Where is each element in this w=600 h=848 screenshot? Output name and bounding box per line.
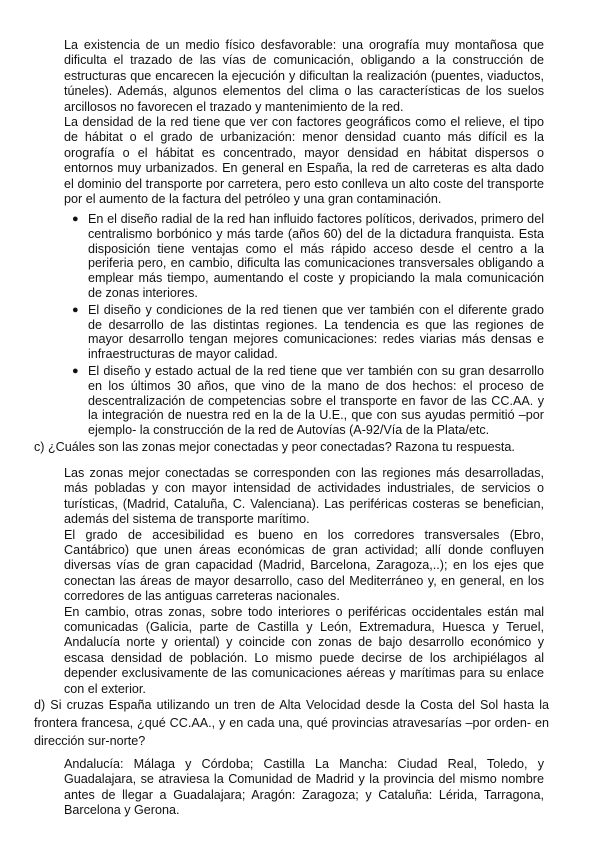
bullet-icon: ● — [72, 303, 79, 316]
factors-bullet-list — [72, 212, 544, 440]
bullet-text: El diseño y condiciones de la red tienen que ver también con el diferente grado de desarrollo de las distintas regiones. La tendencia es que las regiones de mayor desarrollo tengan mejores comunicaciones: redes viarias más densas e infraestructuras de mayor calidad. — [88, 302, 544, 362]
bullet-icon: ● — [72, 213, 79, 225]
answer-d: Andalucía: Málaga y Córdoba; Castilla La Mancha: Ciudad Real, Toledo, y Guadalajara, se atraviesa la Comunidad de Madrid y la provincia del mismo nombre antes de llegar a Guadalajara; Aragón: Zaragoza; y Cataluña: Lérida, Tarragona, Barcelona y Gerona. — [64, 757, 544, 818]
paragraph-best-connected: Las zonas mejor conectadas se corresponden con las regiones más desarrolladas, más pobladas y con mayor intensidad de actividades industriales, de servicios o turísticas, (Madrid, Cataluña, C. Valenciana). Las periféricas costeras se benefician, además del sistema de transporte marítimo. — [64, 466, 544, 527]
list-item — [72, 212, 544, 301]
paragraph-network-density: La densidad de la red tiene que ver con factores geográficos como el relieve, el tipo de hábitat o el grado de urbanización: menor densidad cuanto más difícil es la orografía o el hábitat es concentrado, mayor densidad en hábitat dispersos o entornos muy urbanizados. En general en España, la red de carreteras es alta dado el dominio del transporte por carretera, pero esto conlleva un alto coste del transporte por el aumento de la factura del petróleo y una gran contaminación. — [64, 115, 544, 207]
bullet-text: En el diseño radial de la red han influido factores políticos, derivados, primero del centralismo borbónico y más tarde (años 60) del de la dictadura franquista. Esta disposición tiene ventajas como el más rápido acceso desde el centro a la periferia pero, en cambio, dificulta las comunicaciones transversales obligando a emplear más tiempo, aumentando el coste y propiciando la mala comunicación de zonas interiores. — [88, 212, 544, 300]
bullet-icon: ● — [72, 364, 79, 377]
list-item — [72, 302, 544, 362]
section-b-text — [64, 38, 544, 207]
paragraph-physical-environment: La existencia de un medio físico desfavorable: una orografía muy montañosa que dificulta el trazado de las vías de comunicación, obligando a la construcción de estructuras que encarecen la ejecución y dificultan la realización (puentes, viaductos, túneles). Además, algunos elementos del clima o las características de los suelos arcillosos no favorecen el trazado y mantenimiento de la red. — [64, 38, 544, 114]
paragraph-accessibility: El grado de accesibilidad es bueno en los corredores transversales (Ebro, Cantábrico) que unen áreas económicas de gran actividad; allí donde confluyen diversas vías de gran capacidad (Madrid, Barcelona, Zaragoza,..); en los ejes que conectan las áreas de mayor desarrollo, caso del Mediterráneo y, en general, en los corredores de las antiguas carreteras nacionales. — [64, 527, 544, 604]
section-c-text — [64, 466, 544, 697]
bullet-text: El diseño y estado actual de la red tiene que ver también con su gran desarrollo en los últimos 30 años, que vino de la mano de dos hechos: el proceso de descentralización de competencias sobre el transporte en favor de las CC.AA. y la integración de nuestra red en la de la U.E., que con sus ayudas permitió –por ejemplo- la construcción de la red de Autovías (A-92/Vía de la Plata/etc. — [88, 363, 544, 438]
paragraph-poorly-connected: En cambio, otras zonas, sobre todo interiores o periféricas occidentales están mal comunicadas (Galicia, parte de Castilla y León, Extremadura, Huesca y Teruel, Andalucía norte y oriental) y coincide con zonas de bajo desarrollo económico y escasa densidad de población. Lo mismo puede decirse de los archipiélagos al depender exclusivamente de las comunicaciones aéreas y marítimas para su enlace con el exterior. — [64, 604, 544, 696]
list-item — [72, 363, 544, 438]
question-d: d) Si cruzas España utilizando un tren de Alta Velocidad desde la Costa del Sol hasta la frontera francesa, ¿qué CC.AA., y en cada una, qué provincias atravesarías –por orden- en dirección sur-norte? — [34, 698, 549, 748]
question-c: c) ¿Cuáles son las zonas mejor conectadas y peor conectadas? Razona tu respuesta. — [34, 440, 515, 454]
